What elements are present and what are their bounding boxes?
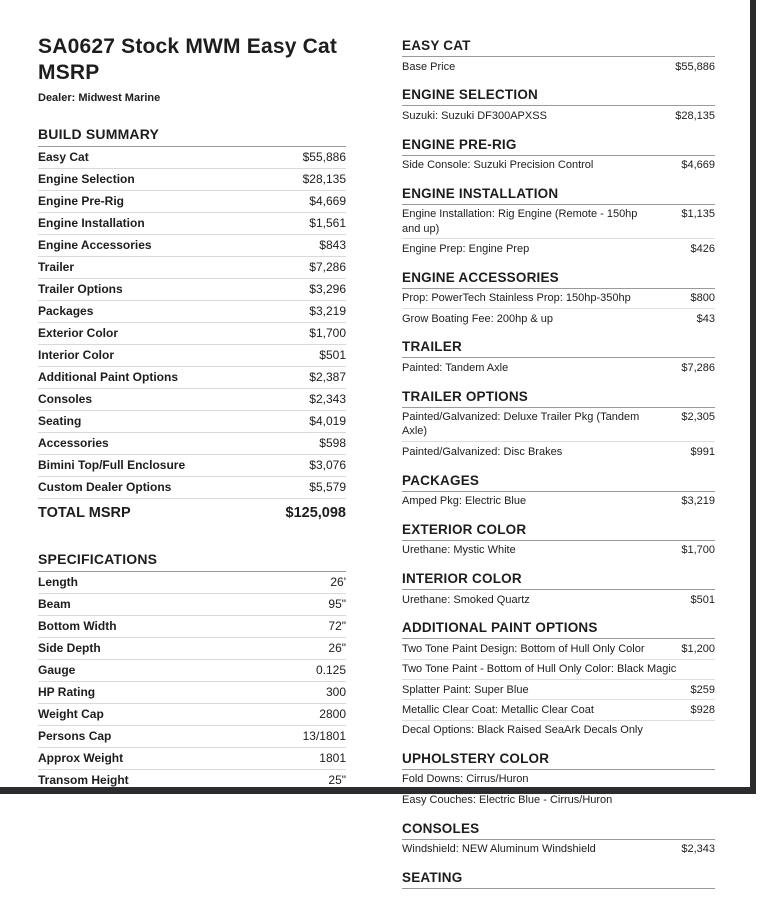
page-title <box>38 34 346 85</box>
detail-row <box>402 590 715 609</box>
row-label: Custom Dealer Options <box>38 480 172 495</box>
row-value: $3,076 <box>309 458 346 473</box>
row-label: Gauge <box>38 663 76 678</box>
detail-row <box>402 358 715 377</box>
row-label: Engine Selection <box>38 172 135 187</box>
detail-row <box>402 408 715 443</box>
table-row <box>38 594 346 616</box>
table-row <box>38 572 346 594</box>
table-row <box>38 433 346 455</box>
row-value: $2,305 <box>681 411 715 424</box>
row-value: $501 <box>319 348 346 363</box>
section-heading: PACKAGES <box>402 473 715 492</box>
row-label: Metallic Clear Coat: Metallic Clear Coat <box>402 703 594 716</box>
row-value: $800 <box>690 292 715 305</box>
detail-section <box>402 389 715 462</box>
row-value: $43 <box>696 312 715 325</box>
row-label: Length <box>38 575 78 590</box>
total-msrp-row <box>38 499 346 525</box>
row-value: $5,579 <box>309 480 346 495</box>
row-label: Approx Weight <box>38 751 124 766</box>
detail-section <box>402 339 715 377</box>
row-value: $7,286 <box>681 361 715 374</box>
row-label: Side Depth <box>38 641 101 656</box>
row-value: $3,296 <box>309 282 346 297</box>
row-label: Exterior Color <box>38 326 119 341</box>
section-heading: ENGINE ACCESSORIES <box>402 270 715 289</box>
row-value: $4,669 <box>309 194 346 209</box>
detail-section <box>402 571 715 609</box>
section-heading: TRAILER OPTIONS <box>402 389 715 408</box>
row-value: $55,886 <box>302 150 346 165</box>
detail-section <box>402 186 715 259</box>
row-label: Two Tone Paint - Bottom of Hull Only Color: Black Magic <box>402 663 677 676</box>
section-heading: UPHOLSTERY COLOR <box>402 751 715 770</box>
row-value: $2,387 <box>309 370 346 385</box>
section-heading: ENGINE INSTALLATION <box>402 186 715 205</box>
row-label: Urethane: Mystic White <box>402 544 516 557</box>
row-value: $843 <box>319 238 346 253</box>
table-row <box>38 726 346 748</box>
table-row <box>38 301 346 323</box>
row-value: 26" <box>328 641 346 656</box>
row-value: $259 <box>690 683 715 696</box>
row-label: Painted/Galvanized: Deluxe Trailer Pkg (Tandem Axle) <box>402 411 640 438</box>
detail-row <box>402 541 715 560</box>
detail-section <box>402 870 715 889</box>
section-heading: TRAILER <box>402 339 715 358</box>
detail-row <box>402 680 715 700</box>
row-value: $1,561 <box>309 216 346 231</box>
detail-section <box>402 270 715 329</box>
row-value: $3,219 <box>681 495 715 508</box>
row-value: $28,135 <box>675 109 715 122</box>
row-label: Easy Cat <box>38 150 89 165</box>
row-value: $4,019 <box>309 414 346 429</box>
detail-row <box>402 239 715 258</box>
row-value: 72" <box>328 619 346 634</box>
detail-row <box>402 639 715 659</box>
row-label: Additional Paint Options <box>38 370 178 385</box>
row-label: Packages <box>38 304 94 319</box>
table-row <box>38 616 346 638</box>
row-label: Suzuki: Suzuki DF300APXSS <box>402 109 547 122</box>
row-label: Engine Pre-Rig <box>38 194 125 209</box>
row-label: Fold Downs: Cirrus/Huron <box>402 773 529 786</box>
row-value: 0.125 <box>315 663 346 678</box>
row-label: Trailer <box>38 260 75 275</box>
row-value: $28,135 <box>302 172 346 187</box>
table-row <box>38 411 346 433</box>
table-row <box>38 323 346 345</box>
row-value: 2800 <box>319 707 346 722</box>
specifications-heading: SPECIFICATIONS <box>38 551 346 572</box>
row-value: $55,886 <box>675 60 715 73</box>
row-value: $1,200 <box>681 642 715 655</box>
row-value: 26' <box>330 575 346 590</box>
table-row <box>38 704 346 726</box>
detail-section <box>402 137 715 175</box>
table-row <box>38 455 346 477</box>
row-label: Side Console: Suzuki Precision Control <box>402 159 594 172</box>
row-value: $4,669 <box>681 159 715 172</box>
dealer-label: Dealer: Midwest Marine <box>38 92 161 105</box>
section-heading: ENGINE PRE-RIG <box>402 137 715 156</box>
table-row <box>38 477 346 499</box>
row-label: Transom Height <box>38 773 129 788</box>
detail-section <box>402 620 715 739</box>
row-value: $1,700 <box>681 544 715 557</box>
right-column-detail-sections <box>402 34 715 900</box>
table-row <box>38 169 346 191</box>
row-label: Seating <box>38 414 82 429</box>
page-edge-shadow-right <box>750 0 756 793</box>
detail-row <box>402 840 715 859</box>
detail-row <box>402 660 715 680</box>
detail-row <box>402 57 715 76</box>
total-msrp-value: $125,098 <box>285 505 346 522</box>
table-row <box>38 147 346 169</box>
table-row <box>38 191 346 213</box>
table-row <box>38 279 346 301</box>
row-label: Grow Boating Fee: 200hp & up <box>402 312 554 325</box>
row-value: $598 <box>319 436 346 451</box>
row-label: Interior Color <box>38 348 115 363</box>
row-value: $426 <box>690 242 715 255</box>
detail-section <box>402 87 715 125</box>
row-label: Base Price <box>402 60 456 73</box>
row-value: 25" <box>328 773 346 788</box>
row-value: $991 <box>690 445 715 458</box>
detail-section <box>402 821 715 859</box>
table-row <box>38 257 346 279</box>
table-row <box>38 345 346 367</box>
table-row <box>38 367 346 389</box>
row-label: Two Tone Paint Design: Bottom of Hull Only Color <box>402 642 645 655</box>
row-value: $928 <box>690 703 715 716</box>
detail-row <box>402 156 715 175</box>
row-label: Engine Installation: Rig Engine (Remote - 150hp and up) <box>402 208 638 235</box>
detail-section <box>402 473 715 511</box>
page-title-line-2: MSRP <box>38 60 100 84</box>
row-label: Weight Cap <box>38 707 104 722</box>
left-column <box>38 34 346 900</box>
row-value: 1801 <box>319 751 346 766</box>
row-value: $7,286 <box>309 260 346 275</box>
detail-section <box>402 522 715 560</box>
row-label: Amped Pkg: Electric Blue <box>402 495 527 508</box>
section-heading: ENGINE SELECTION <box>402 87 715 106</box>
row-value: 300 <box>325 685 346 700</box>
section-heading: EXTERIOR COLOR <box>402 522 715 541</box>
row-value: 95" <box>328 597 346 612</box>
total-msrp-label: TOTAL MSRP <box>38 505 131 522</box>
row-label: HP Rating <box>38 685 96 700</box>
section-heading: CONSOLES <box>402 821 715 840</box>
table-row <box>38 638 346 660</box>
detail-row <box>402 205 715 240</box>
row-value: $3,219 <box>309 304 346 319</box>
table-row <box>38 748 346 770</box>
row-label: Splatter Paint: Super Blue <box>402 683 529 696</box>
row-label: Engine Accessories <box>38 238 152 253</box>
build-summary-heading: BUILD SUMMARY <box>38 126 346 147</box>
detail-row <box>402 492 715 511</box>
row-value: $2,343 <box>309 392 346 407</box>
row-label: Accessories <box>38 436 109 451</box>
row-label: Prop: PowerTech Stainless Prop: 150hp-350hp <box>402 292 631 305</box>
row-label: Beam <box>38 597 71 612</box>
table-row <box>38 389 346 411</box>
row-label: Engine Installation <box>38 216 145 231</box>
detail-section <box>402 38 715 76</box>
detail-section <box>402 751 715 810</box>
detail-row <box>402 442 715 461</box>
row-value: $1,135 <box>681 208 715 221</box>
table-row <box>38 235 346 257</box>
row-label: Decal Options: Black Raised SeaArk Decals Only <box>402 724 643 737</box>
section-heading: ADDITIONAL PAINT OPTIONS <box>402 620 715 639</box>
table-row <box>38 660 346 682</box>
row-label: Bottom Width <box>38 619 117 634</box>
row-label: Trailer Options <box>38 282 123 297</box>
specifications-table <box>38 572 346 792</box>
row-label: Engine Prep: Engine Prep <box>402 242 530 255</box>
detail-row <box>402 700 715 720</box>
row-label: Consoles <box>38 392 93 407</box>
row-label: Painted/Galvanized: Disc Brakes <box>402 445 563 458</box>
row-value: $501 <box>690 593 715 606</box>
detail-row <box>402 721 715 740</box>
row-label: Windshield: NEW Aluminum Windshield <box>402 843 596 856</box>
row-label: Persons Cap <box>38 729 112 744</box>
row-label: Urethane: Smoked Quartz <box>402 593 530 606</box>
build-summary-table <box>38 147 346 499</box>
section-heading: SEATING <box>402 870 715 889</box>
section-heading: EASY CAT <box>402 38 715 57</box>
detail-row <box>402 106 715 125</box>
table-row <box>38 213 346 235</box>
detail-row <box>402 289 715 309</box>
page-edge-shadow-bottom <box>0 787 756 794</box>
row-value: $1,700 <box>309 326 346 341</box>
row-label: Painted: Tandem Axle <box>402 361 509 374</box>
detail-row <box>402 309 715 328</box>
section-heading: INTERIOR COLOR <box>402 571 715 590</box>
row-value: $2,343 <box>681 843 715 856</box>
row-label: Easy Couches: Electric Blue - Cirrus/Huron <box>402 793 613 806</box>
table-row <box>38 682 346 704</box>
row-label: Bimini Top/Full Enclosure <box>38 458 186 473</box>
row-value: 13/1801 <box>302 729 346 744</box>
page-title-line-1: SA0627 Stock MWM Easy Cat <box>38 35 338 58</box>
